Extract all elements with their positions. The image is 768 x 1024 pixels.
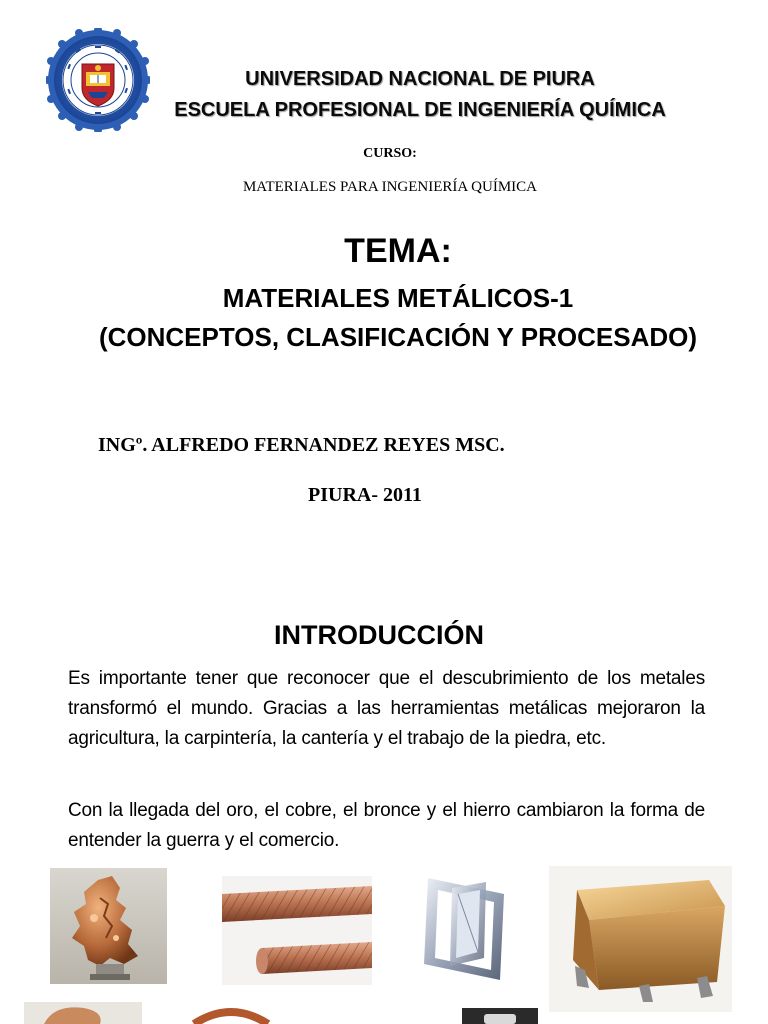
topic-subtitle: (CONCEPTOS, CLASIFICACIÓN Y PROCESADO) <box>98 322 698 352</box>
gold-ingot-photo <box>549 866 732 1012</box>
topic-title: MATERIALES METÁLICOS-1 <box>222 283 574 313</box>
topic-label: TEMA: <box>344 232 452 270</box>
course-name: MATERIALES PARA INGENIERÍA QUÍMICA <box>242 179 538 195</box>
partial-photo <box>462 1008 538 1024</box>
intro-paragraph: Con la llegada del oro, el cobre, el bronce y el hierro cambiaron la forma de entender la guerra y el comercio. <box>68 800 705 851</box>
partial-photo <box>24 1002 142 1024</box>
copper-cable-photo <box>222 876 372 985</box>
author-name: INGº. ALFREDO FERNANDEZ REYES MSC. <box>98 434 505 456</box>
school-name: ESCUELA PROFESIONAL DE INGENIERÍA QUÍMICA <box>174 99 666 121</box>
university-seal-icon <box>46 28 150 132</box>
course-label: CURSO: <box>363 146 417 161</box>
place-year: PIURA- 2011 <box>308 484 422 506</box>
intro-heading: INTRODUCCIÓN <box>274 620 484 650</box>
partial-photo <box>186 1004 276 1024</box>
copper-nugget-photo <box>50 868 167 984</box>
university-name: UNIVERSIDAD NACIONAL DE PIURA <box>245 68 595 90</box>
intro-paragraph: Es importante tener que reconocer que el descubrimiento de los metales transformó el mundo. Gracias a las herramientas metálicas mejoraron la agricultura, la carpintería, la cantería y el trabajo de la piedra, etc. <box>68 668 705 749</box>
metal-window-frame-photo <box>414 868 518 986</box>
